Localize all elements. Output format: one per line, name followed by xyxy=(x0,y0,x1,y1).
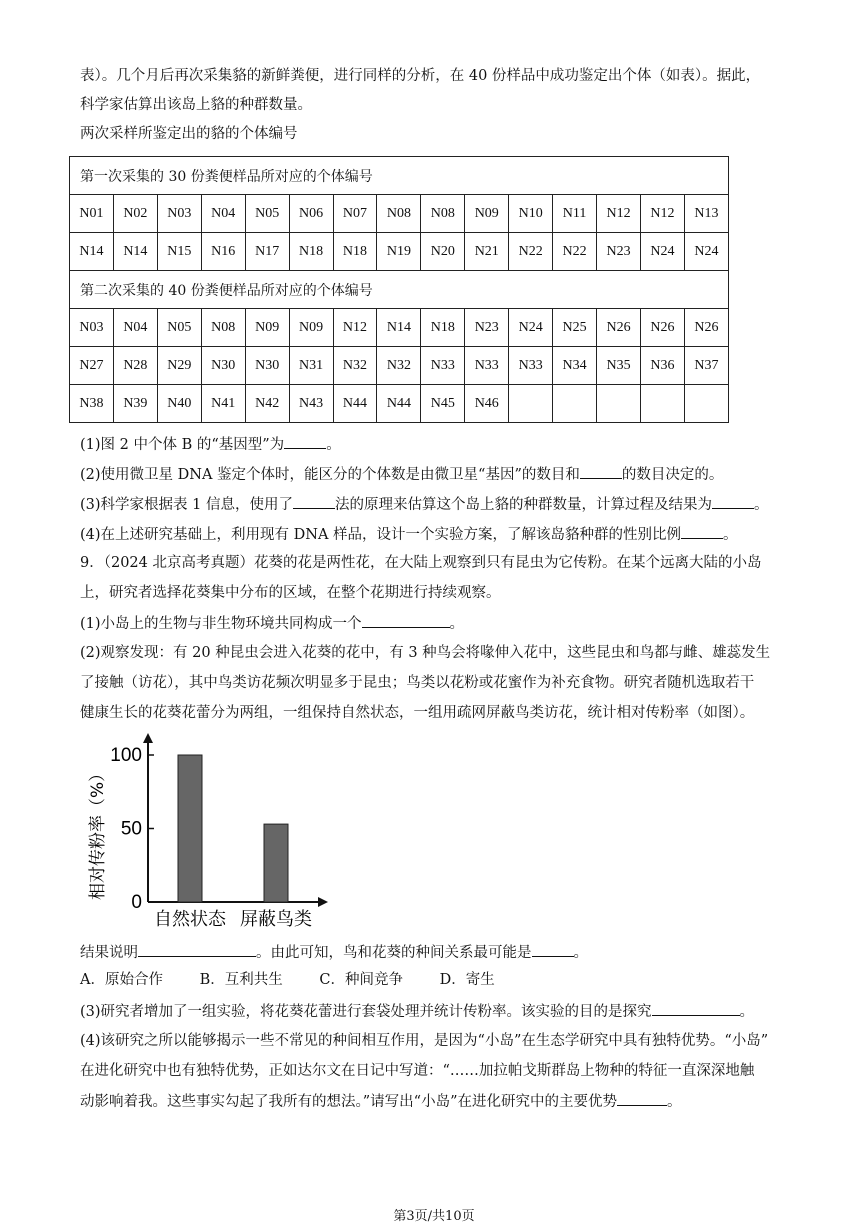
q9-stem-2: 上，研究者选择花葵集中分布的区域，在整个花期进行持续观察。 xyxy=(80,585,501,601)
table-cell: N37 xyxy=(684,347,728,385)
table-cell: N46 xyxy=(465,385,509,423)
q9-part1 xyxy=(80,613,464,634)
q9-part4-line1: (4)该研究之所以能够揭示一些不常见的种间相互作用，是因为“小岛”在生态学研究中具有独特优势。“小岛” xyxy=(80,1033,769,1049)
table-cell: N25 xyxy=(553,309,597,347)
table-cell: N01 xyxy=(70,195,114,233)
y-tick-label: 100 xyxy=(110,745,142,766)
table-cell: N02 xyxy=(113,195,157,233)
answer-blank xyxy=(652,1001,740,1016)
option-d[interactable]: D．寄生 xyxy=(439,972,495,988)
q9-p4-end: 。 xyxy=(667,1094,682,1110)
q8-p4-text: (4)在上述研究基础上，利用现有 DNA 样品，设计一个实验方案，了解该岛貉种群的性别比例 xyxy=(80,527,682,543)
intro-line-1: 表）。几个月后再次采集貉的新鲜粪便，进行同样的分析，在 40 份样品中成功鉴定出个体（如表）。据此， xyxy=(80,68,761,84)
y-tick-label: 0 xyxy=(131,892,142,913)
table-cell: N14 xyxy=(70,233,114,271)
table-cell: N44 xyxy=(333,385,377,423)
table-cell: N04 xyxy=(113,309,157,347)
table-cell xyxy=(684,385,728,423)
bar-2 xyxy=(264,824,288,902)
table-cell: N05 xyxy=(245,195,289,233)
answer-blank xyxy=(532,942,574,957)
answer-blank xyxy=(580,464,622,479)
answer-blank xyxy=(284,434,326,449)
table-cell: N15 xyxy=(157,233,201,271)
table-cell: N08 xyxy=(421,195,465,233)
y-axis-arrow xyxy=(143,733,153,743)
table-cell: N40 xyxy=(157,385,201,423)
q8-part3 xyxy=(80,494,768,515)
table-cell: N33 xyxy=(421,347,465,385)
table-section-header: 第一次采集的 30 份粪便样品所对应的个体编号 xyxy=(70,157,729,195)
table-cell: N24 xyxy=(640,233,684,271)
table-cell: N05 xyxy=(157,309,201,347)
table-cell: N18 xyxy=(421,309,465,347)
table-cell: N29 xyxy=(157,347,201,385)
table-cell: N42 xyxy=(245,385,289,423)
table-cell: N08 xyxy=(201,309,245,347)
q9-p1-end: 。 xyxy=(449,616,465,632)
table-cell xyxy=(597,385,641,423)
table-cell: N19 xyxy=(377,233,421,271)
q9-options xyxy=(80,970,527,990)
q8-part1 xyxy=(80,434,341,455)
table-cell: N09 xyxy=(245,309,289,347)
pollination-bar-chart xyxy=(70,725,340,935)
table-row xyxy=(70,385,729,423)
option-a[interactable]: A．原始合作 xyxy=(80,972,163,988)
table-cell: N07 xyxy=(333,195,377,233)
q9-part4-line2: 在进化研究中也有独特优势，正如达尔文在日记中写道：“……加拉帕戈斯群岛上物种的特征一直深深地触 xyxy=(80,1063,755,1079)
table-cell: N38 xyxy=(70,385,114,423)
q8-p3-mid: 法的原理来估算这个岛上貉的种群数量，计算过程及结果为 xyxy=(334,497,712,513)
answer-blank xyxy=(617,1091,667,1106)
q8-part4 xyxy=(80,524,738,545)
q9-part4-line3 xyxy=(80,1091,682,1112)
table-cell: N20 xyxy=(421,233,465,271)
table-cell: N11 xyxy=(553,195,597,233)
table-cell: N23 xyxy=(465,309,509,347)
q9-part2-line1: (2)观察发现：有 20 种昆虫会进入花葵的花中，有 3 种鸟会将喙伸入花中，这些昆虫和鸟都与雌、雄蕊发生 xyxy=(80,645,771,661)
q8-part2 xyxy=(80,464,723,485)
answer-blank xyxy=(362,613,450,628)
table-cell: N30 xyxy=(245,347,289,385)
table-cell: N13 xyxy=(684,195,728,233)
table-cell: N16 xyxy=(201,233,245,271)
table-cell xyxy=(553,385,597,423)
answer-blank xyxy=(712,494,754,509)
q9-result-text: 结果说明 xyxy=(80,945,138,961)
table-cell: N30 xyxy=(201,347,245,385)
first-sample-header xyxy=(70,157,729,195)
q9-part2-line3: 健康生长的花葵花蕾分为两组，一组保持自然状态，一组用疏网屏蔽鸟类访花，统计相对传粉率（如图）。 xyxy=(80,705,755,721)
table-cell: N26 xyxy=(597,309,641,347)
table-cell: N22 xyxy=(553,233,597,271)
table-cell: N36 xyxy=(640,347,684,385)
q9-p3-text: (3)研究者增加了一组实验，将花葵花蕾进行套袋处理并统计传粉率。该实验的目的是探究 xyxy=(80,1004,652,1020)
table-cell: N03 xyxy=(70,309,114,347)
q8-p2-end: 的数目决定的。 xyxy=(621,467,724,483)
table-cell: N26 xyxy=(640,309,684,347)
table-cell: N23 xyxy=(597,233,641,271)
bar-1 xyxy=(178,755,202,902)
table-cell: N08 xyxy=(377,195,421,233)
answer-blank xyxy=(138,942,256,957)
table-cell: N39 xyxy=(113,385,157,423)
table-cell: N22 xyxy=(509,233,553,271)
answer-blank xyxy=(293,494,335,509)
page-number: 第3页/共10页 xyxy=(393,1209,475,1224)
table-cell xyxy=(509,385,553,423)
x-axis-arrow xyxy=(318,897,328,907)
q8-p3-end: 。 xyxy=(753,497,769,513)
table-cell: N26 xyxy=(684,309,728,347)
table-caption: 两次采样所鉴定出的貉的个体编号 xyxy=(80,126,298,142)
table-cell: N14 xyxy=(113,233,157,271)
table-cell: N06 xyxy=(289,195,333,233)
table-cell: N12 xyxy=(597,195,641,233)
individual-id-table xyxy=(69,156,729,423)
table-cell: N43 xyxy=(289,385,333,423)
table-cell: N28 xyxy=(113,347,157,385)
table-cell xyxy=(640,385,684,423)
table-cell: N32 xyxy=(377,347,421,385)
intro-line-2: 科学家估算出该岛上貉的种群数量。 xyxy=(80,97,312,113)
q9-p4-text: 动影响着我。这些事实勾起了我所有的想法。”请写出“小岛”在进化研究中的主要优势 xyxy=(80,1094,617,1110)
q9-stem-1: 9．（2024 北京高考真题）花葵的花是两性花，在大陆上观察到只有昆虫为它传粉。在某个远离大陆的小岛 xyxy=(80,555,762,571)
table-cell: N18 xyxy=(333,233,377,271)
option-c[interactable]: C．种间竞争 xyxy=(319,972,403,988)
table-cell: N12 xyxy=(640,195,684,233)
table-cell: N32 xyxy=(333,347,377,385)
second-sample-header xyxy=(70,271,729,309)
table-cell: N14 xyxy=(377,309,421,347)
table-row xyxy=(70,309,729,347)
answer-blank xyxy=(681,524,723,539)
q8-p2-text: (2)使用微卫星 DNA 鉴定个体时，能区分的个体数是由微卫星“基因”的数目和 xyxy=(80,467,580,483)
q9-p3-end: 。 xyxy=(739,1004,755,1020)
table-cell: N33 xyxy=(509,347,553,385)
table-cell: N24 xyxy=(509,309,553,347)
table-cell: N33 xyxy=(465,347,509,385)
q9-part2-line2: 了接触（访花），其中鸟类访花频次明显多于昆虫；鸟类以花粉或花蜜作为补充食物。研究者随机选取若干 xyxy=(80,675,755,691)
q9-result xyxy=(80,942,588,963)
q9-result-end: 。 xyxy=(573,945,588,961)
table-cell: N27 xyxy=(70,347,114,385)
table-cell: N35 xyxy=(597,347,641,385)
table-cell: N04 xyxy=(201,195,245,233)
q8-p4-end: 。 xyxy=(723,527,738,543)
q8-p1-end: 。 xyxy=(326,437,341,453)
q8-p1-text: (1)图 2 中个体 B 的“基因型”为 xyxy=(80,437,285,453)
table-cell: N24 xyxy=(684,233,728,271)
table-cell: N17 xyxy=(245,233,289,271)
table-cell: N44 xyxy=(377,385,421,423)
x-category-label: 屏蔽鸟类 xyxy=(240,909,312,930)
table-row xyxy=(70,195,729,233)
table-row xyxy=(70,347,729,385)
table-cell: N12 xyxy=(333,309,377,347)
x-category-label: 自然状态 xyxy=(154,909,226,930)
q9-result-mid: 。由此可知，鸟和花葵的种间关系最可能是 xyxy=(256,945,532,961)
table-section-header: 第二次采集的 40 份粪便样品所对应的个体编号 xyxy=(70,271,729,309)
table-row xyxy=(70,233,729,271)
table-cell: N03 xyxy=(157,195,201,233)
table-cell: N18 xyxy=(289,233,333,271)
q9-part3 xyxy=(80,1001,754,1022)
q8-p3-text: (3)科学家根据表 1 信息，使用了 xyxy=(80,497,293,513)
table-cell: N10 xyxy=(509,195,553,233)
table-cell: N31 xyxy=(289,347,333,385)
q9-p1-text: (1)小岛上的生物与非生物环境共同构成一个 xyxy=(80,616,362,632)
option-b[interactable]: B．互利共生 xyxy=(199,972,283,988)
table-cell: N34 xyxy=(553,347,597,385)
y-axis-label: 相对传粉率（%） xyxy=(88,764,108,900)
table-cell: N09 xyxy=(289,309,333,347)
y-tick-label: 50 xyxy=(120,818,142,840)
table-cell: N21 xyxy=(465,233,509,271)
table-cell: N41 xyxy=(201,385,245,423)
table-cell: N45 xyxy=(421,385,465,423)
table-cell: N09 xyxy=(465,195,509,233)
